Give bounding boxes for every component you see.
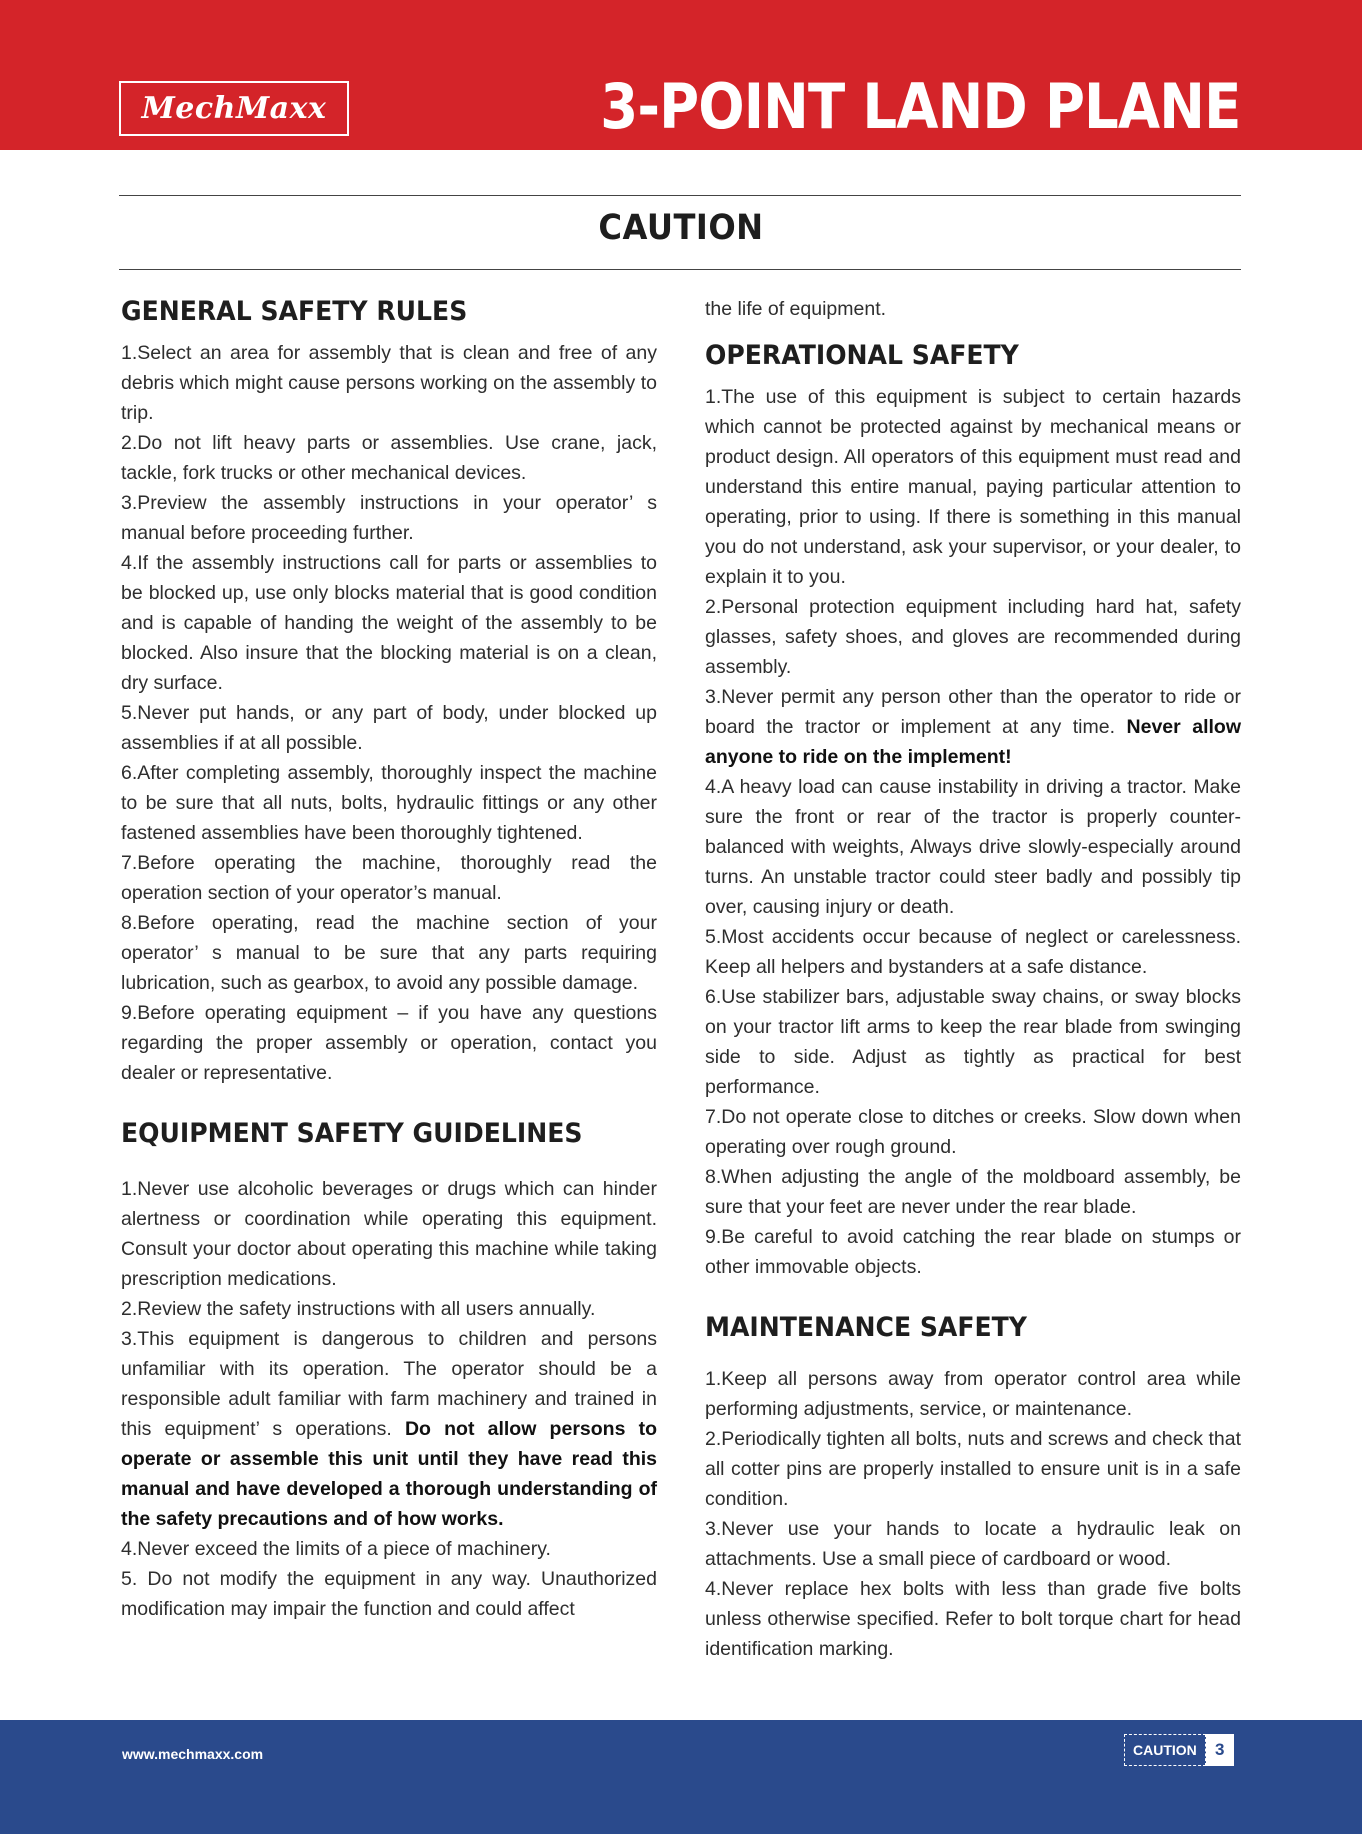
operational-safety-title: OPERATIONAL SAFETY xyxy=(705,340,1019,371)
caution-heading: CAUTION xyxy=(598,208,764,248)
operational-rule-5: 5.Most accidents occur because of neglect or carelessness. Keep all helpers and bystanders at a safe distance. xyxy=(705,926,1241,978)
right-column xyxy=(705,294,1241,1664)
equipment-rule-3 xyxy=(121,1324,657,1534)
equipment-rule-5: 5. Do not modify the equipment in any way. Unauthorized modification may impair the function and could affect xyxy=(121,1568,657,1620)
equipment-rule-1: 1.Never use alcoholic beverages or drugs which can hinder alertness or coordination while operating this equipment. Consult your doctor about operating this machine while taking prescription medications. xyxy=(121,1178,657,1290)
brand-name: MechMaxx xyxy=(141,91,327,126)
operational-rule-9: 9.Be careful to avoid catching the rear blade on stumps or other immovable objects. xyxy=(705,1226,1241,1278)
maintenance-rule-2: 2.Periodically tighten all bolts, nuts and screws and check that all cotter pins are properly installed to ensure unit is in a safe condition. xyxy=(705,1428,1241,1510)
general-rule-2: 2.Do not lift heavy parts or assemblies. Use crane, jack, tackle, fork trucks or other mechanical devices. xyxy=(121,432,657,484)
maintenance-rule-4: 4.Never replace hex bolts with less than grade five bolts unless otherwise specified. Refer to bolt torque chart for head identification marking. xyxy=(705,1578,1241,1660)
maintenance-rule-3: 3.Never use your hands to locate a hydraulic leak on attachments. Use a small piece of cardboard or wood. xyxy=(705,1518,1241,1570)
page-number: 3 xyxy=(1206,1734,1234,1766)
left-column xyxy=(121,294,657,1624)
general-rule-5: 5.Never put hands, or any part of body, under blocked up assemblies if at all possible. xyxy=(121,702,657,754)
operational-rule-3 xyxy=(705,682,1241,772)
page-badge xyxy=(1124,1734,1234,1766)
heading-rule-top xyxy=(119,195,1241,196)
maintenance-rule-1: 1.Keep all persons away from operator control area while performing adjustments, service, or maintenance. xyxy=(705,1368,1241,1420)
operational-rule-4: 4.A heavy load can cause instability in driving a tractor. Make sure the front or rear of the tractor is properly counter-balanced with weights, Always drive slowly-especially around turns. An unstable tractor could steer badly and possibly tip over, causing injury or death. xyxy=(705,776,1241,918)
header-band xyxy=(0,0,1362,150)
brand-logo xyxy=(119,81,349,136)
operational-rule-7: 7.Do not operate close to ditches or creeks. Slow down when operating over rough ground. xyxy=(705,1106,1241,1158)
general-rule-9: 9.Before operating equipment – if you have any questions regarding the proper assembly or operation, contact you dealer or representative. xyxy=(121,1002,657,1084)
general-rule-3: 3.Preview the assembly instructions in your operator’ s manual before proceeding further. xyxy=(121,492,657,544)
general-safety-title: GENERAL SAFETY RULES xyxy=(121,296,468,327)
operational-rule-2: 2.Personal protection equipment including hard hat, safety glasses, safety shoes, and gloves are recommended during assembly. xyxy=(705,596,1241,678)
general-rule-8: 8.Before operating, read the machine section of your operator’ s manual to be sure that any parts requiring lubrication, such as gearbox, to avoid any possible damage. xyxy=(121,912,657,994)
equipment-rule-3-emphasis: Do not allow persons to operate or assemble this unit until they have read this manual and have developed a thorough understanding of the safety precautions and of how works. xyxy=(121,1418,657,1530)
general-rule-4: 4.If the assembly instructions call for parts or assemblies to be blocked up, use only blocks material that is good condition and is capable of handing the weight of the assembly to be blocked. Also insure that the blocking material is on a clean, dry surface. xyxy=(121,552,657,694)
badge-label: CAUTION xyxy=(1124,1734,1206,1766)
document-title: 3-POINT LAND PLANE xyxy=(599,70,1240,143)
operational-rule-8: 8.When adjusting the angle of the moldboard assembly, be sure that your feet are never under the rear blade. xyxy=(705,1166,1241,1218)
equipment-safety-title: EQUIPMENT SAFETY GUIDELINES xyxy=(121,1118,583,1149)
heading-rule-bottom xyxy=(119,269,1241,270)
continued-text: the life of equipment. xyxy=(705,298,887,320)
operational-rule-1: 1.The use of this equipment is subject to certain hazards which cannot be protected against by mechanical means or product design. All operators of this equipment must read and understand this entire manual, paying particular attention to operating, prior to using. If there is something in this manual you do not understand, ask your supervisor, or your dealer, to explain it to you. xyxy=(705,386,1241,588)
website-link[interactable]: www.mechmaxx.com xyxy=(122,1746,264,1762)
equipment-rule-2: 2.Review the safety instructions with all users annually. xyxy=(121,1298,596,1320)
operational-rule-3-emphasis: Never allow anyone to ride on the implement! xyxy=(705,716,1241,768)
maintenance-safety-title: MAINTENANCE SAFETY xyxy=(705,1312,1027,1343)
general-rule-1: 1.Select an area for assembly that is clean and free of any debris which might cause persons working on the assembly to trip. xyxy=(121,342,657,424)
equipment-rule-3-text: 3.This equipment is dangerous to children and persons unfamiliar with its operation. The operator should be a responsible adult familiar with farm machinery and trained in this equipment’ s operations. xyxy=(121,1328,657,1440)
general-rule-7: 7.Before operating the machine, thoroughly read the operation section of your operator’s manual. xyxy=(121,852,657,904)
operational-rule-3-text: 3.Never permit any person other than the operator to ride or board the tractor or implement at any time. xyxy=(705,686,1241,738)
general-rule-6: 6.After completing assembly, thoroughly inspect the machine to be sure that all nuts, bolts, hydraulic fittings or any other fastened assemblies have been thoroughly tightened. xyxy=(121,762,657,844)
operational-rule-6: 6.Use stabilizer bars, adjustable sway chains, or sway blocks on your tractor lift arms to keep the rear blade from swinging side to side. Adjust as tightly as practical for best performance. xyxy=(705,986,1241,1098)
equipment-rule-4: 4.Never exceed the limits of a piece of machinery. xyxy=(121,1538,551,1560)
